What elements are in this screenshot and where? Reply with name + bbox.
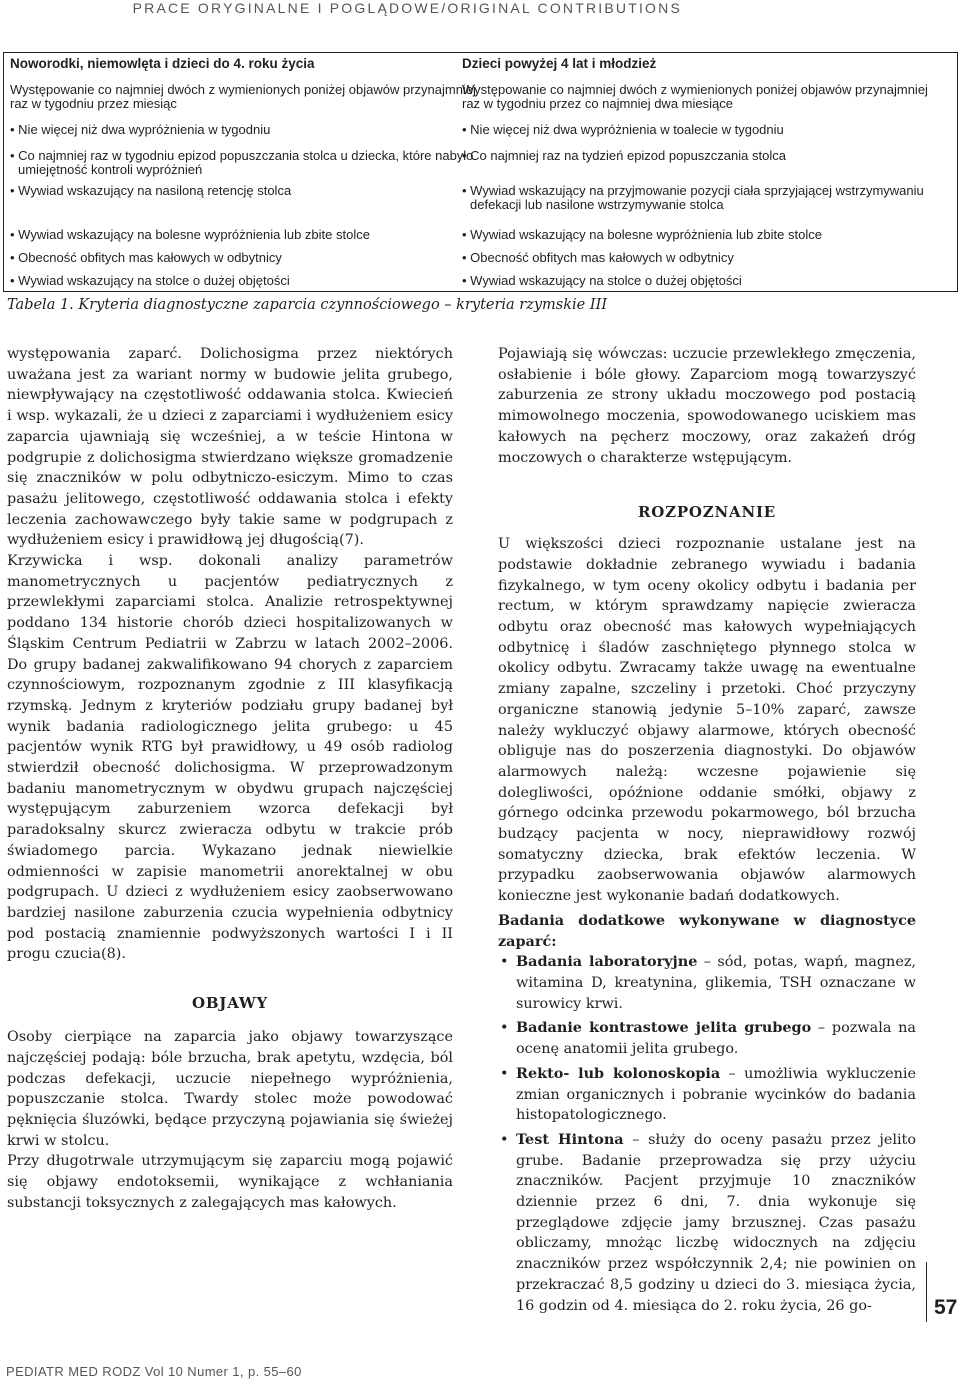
list-title: Badania dodatkowe wykonywane w diagnostyce zaparć: xyxy=(498,911,916,950)
table-row: • Wywiad wskazujący na bolesne wypróżnienia lub zbite stolce xyxy=(462,227,822,242)
table-row: raz w tygodniu przez co najmniej dwa miesiące xyxy=(462,96,733,111)
paragraph: Krzywicka i wsp. dokonali analizy parametrów manometrycznych u pacjentów pediatrycznych z przewlekłymi zaparciami stolca. Analizie retrospektywnej poddano 134 historie chorób dzieci hospitalizowanych w Śląskim Centrum Pediatrii w Zabrzu w latach 2002–2006. Do grupy badanej zakwalifikowano 94 chorych z zaparciem czynnościowym, rozpoznanym zgodnie z III klasyfikacją rzymską. Jednym z kryteriów podziału grupy badanej był wynik badania radiologicznego jelita grubego: u 45 pacjentów wynik RTG był prawidłowy, u 49 osób radiolog stwierdził obecność dolichosigma. W przeprowadzonym badaniu manometrycznym w obydwu grupach najczęściej występującym zaburzeniem wzorca defekacji był paradoksalny skurcz zwieracza odbytu w trakcie prób świadomego parcia. Wykazano jednak niewielkie odmienności w zapisie manometrii anorektalnej w obu podgrupach. U dzieci z wydłużeniem esicy zaobserwowano bardziej nasilone zaburzenia czucia wypełnienia odbytnicy pod postacią znamiennie podwyższonych wartości I i II progu czucia(8). xyxy=(7,553,453,963)
table-row: Występowanie co najmniej dwóch z wymienionych poniżej objawów przynajmniej xyxy=(462,82,928,97)
bullet-icon: • xyxy=(500,1065,509,1082)
table-row: • Wywiad wskazujący na bolesne wypróżnienia lub zbite stolce xyxy=(10,227,370,242)
table-row: • Wywiad wskazujący na przyjmowanie pozycji ciała sprzyjającej wstrzymywaniu xyxy=(462,183,924,198)
list-item xyxy=(498,1064,916,1126)
bullet-icon: • xyxy=(500,1131,509,1148)
criteria-table xyxy=(3,52,958,292)
list-item-term: Badania laboratoryjne xyxy=(516,953,698,971)
diagnostic-tests-list xyxy=(498,952,916,1316)
table-row: Występowanie co najmniej dwóch z wymienionych poniżej objawów przynajmniej xyxy=(10,82,476,97)
table-row: • Obecność obfitych mas kałowych w odbytnicy xyxy=(462,250,734,265)
paragraph: Pojawiają się wówczas: uczucie przewlekłego zmęczenia, osłabienie i bóle głowy. Zaparciom mogą towarzyszyć zaburzenia ze strony układu moczowego pod postacią mimowolnego moczenia, spowodowanego uciskiem mas kałowych na pęcherz moczowy, oraz zakażeń dróg moczowych o charakterze wstępującym. xyxy=(498,346,916,466)
page-number-rule xyxy=(926,1262,927,1322)
table-heading: Noworodki, niemowlęta i dzieci do 4. roku życia xyxy=(10,56,315,71)
table-row: umiejętność kontroli wypróżnień xyxy=(18,162,203,177)
list-item xyxy=(498,1130,916,1316)
text-column-left xyxy=(7,344,453,1213)
list-item-text: – pozwala na ocenę anatomii jelita grubego. xyxy=(516,1020,916,1058)
table-row: • Wywiad wskazujący na nasiloną retencję stolca xyxy=(10,183,292,198)
table-heading: Dzieci powyżej 4 lat i młodzież xyxy=(462,56,657,71)
paragraph: U większości dzieci rozpoznanie ustalane jest na podstawie dokładnie zebranego wywiadu i badania fizykalnego, w tym oceny okolicy odbytu i badania per rectum, w którym sprawdzamy napięcie zwieracza odbytu oraz obecność mas kałowych wypełniających odbytnicę i śladów zaschniętego płynnego stolca w okolicy odbytu. Zwracamy także uwagę na ewentualne zmiany zapalne, szczeliny i przetoki. Choć przyczyny organiczne stanowią jedynie 5–10% zaparć, zawsze należy wykluczyć objawy alarmowe, których obecność obliguje nas do poszerzenia diagnostyki. Do objawów alarmowych należą: wczesne pojawienie się dolegliwości, opóźnione oddanie smółki, objawy z górnego odcinka przewodu pokarmowego, ból brzucha budzący pacjenta w nocy, nieprawidłowy rozwój somatyczny dziecka, brak efektów leczenia. W przypadku zaobserwowania objawów alarmowych konieczne jest wykonanie badań dodatkowych. xyxy=(498,536,916,905)
list-item-term: Test Hintona xyxy=(516,1130,624,1148)
bullet-icon: • xyxy=(500,954,509,971)
table-row: • Co najmniej raz na tydzień epizod popuszczania stolca xyxy=(462,148,786,163)
list-item-text: – służy do oceny pasażu przez jelito grube. Badanie przeprowadza się przy użyciu znaczników. Pacjent przyjmuje 10 znaczników dziennie przez 6 dni, 7. dnia wykonuje się przeglądowe zdjęcie jamy brzusznej. Czas pasażu obliczamy, mnożąc liczbę widocznych na zdjęciu znaczników przez współczynnik 2,4; nie powinien on przekraczać 8,5 godziny u dzieci do 3. miesiąca życia, 16 godzin od 4. miesiąca do 2. roku życia, 26 go- xyxy=(516,1131,916,1314)
table-row: • Nie więcej niż dwa wypróżnienia w tygodniu xyxy=(10,122,271,137)
list-item xyxy=(498,1018,916,1059)
list-item-term: Badanie kontrastowe jelita grubego xyxy=(516,1019,812,1037)
paragraph: Osoby cierpiące na zaparcia jako objawy towarzyszące najczęściej podają: bóle brzucha, brak apetytu, wzdęcia, ból podczas defekacji, uczucie niepełnego wypróżnienia, popuszczanie stolca. Twardy stolec może powodować pęknięcia śluzówki, będące przyczyną pojawiania się świeżej krwi w stolcu. xyxy=(7,1029,453,1149)
section-heading-rozpoznanie: ROZPOZNANIE xyxy=(637,503,777,522)
page-number: 57 xyxy=(934,1296,958,1319)
journal-section-label: PRACE ORYGINALNE I POGLĄDOWE/ORIGINAL CONTRIBUTIONS xyxy=(132,0,682,16)
list-item xyxy=(498,952,916,1014)
text-column-right xyxy=(498,344,916,1316)
paragraph: występowania zaparć. Dolichosigma przez niektórych uważana jest za wariant normy w budowie jelita grubego, niewpływający na częstotliwość oddawania stolca. Kwiecień i wsp. wykazali, że u dzieci z zaparciami i wydłużeniem esicy zaparcia ujawniają się wcześniej, a w teście Hintona w podgrupie z dolichosigma stwierdzano większe gromadzenie się znaczników w polu odbytniczo-esiczym. Mimo to czas pasażu jelitowego, częstotliwość oddawania stolca i efekty leczenia zachowawczego były takie same w podgrupach z wydłużeniem esicy i prawidłową jej długością(7). xyxy=(7,346,453,549)
table-row: • Wywiad wskazujący na stolce o dużej objętości xyxy=(462,273,742,288)
section-heading-objawy: OBJAWY xyxy=(191,994,269,1013)
table-row: defekacji lub nasilone wstrzymywanie stolca xyxy=(470,197,724,212)
table-row: • Co najmniej raz w tygodniu epizod popuszczania stolca u dziecka, które nabyło xyxy=(10,148,474,163)
table-caption: Tabela 1. Kryteria diagnostyczne zaparcia czynnościowego – kryteria rzymskie III xyxy=(7,297,608,313)
table-row: • Wywiad wskazujący na stolce o dużej objętości xyxy=(10,273,290,288)
table-row: • Obecność obfitych mas kałowych w odbytnicy xyxy=(10,250,282,265)
bullet-icon: • xyxy=(500,1020,509,1037)
list-item-term: Rekto- lub kolonoskopia xyxy=(516,1064,721,1082)
list-item-text: – sód, potas, wapń, magnez, witamina D, kreatynina, glikemia, TSH oznaczane w surowicy krwi. xyxy=(516,954,916,1012)
list-item-text: – umożliwia wykluczenie zmian organicznych i pobranie wycinków do badania histopatologicznego. xyxy=(516,1065,916,1124)
table-row: raz w tygodniu przez miesiąc xyxy=(10,96,177,111)
paragraph: Przy długotrwale utrzymującym się zaparciu mogą pojawić się objawy endotoksemii, wynikające z wchłaniania substancji toksycznych z zalegających mas kałowych. xyxy=(7,1153,453,1211)
journal-footer: PEDIATR MED RODZ Vol 10 Numer 1, p. 55–60 xyxy=(6,1364,302,1379)
table-row: • Nie więcej niż dwa wypróżnienia w toalecie w tygodniu xyxy=(462,122,784,137)
